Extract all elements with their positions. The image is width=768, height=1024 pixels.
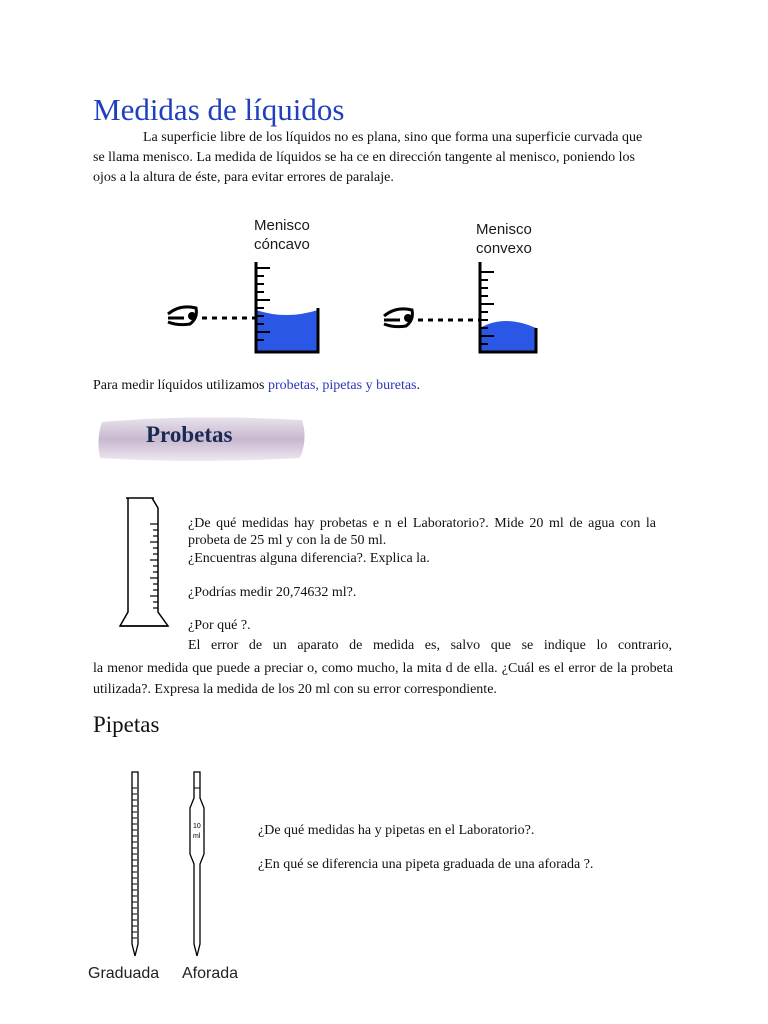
instruments-prefix: Para medir líquidos utilizamos [93, 378, 268, 393]
concave-cylinder [256, 262, 318, 352]
graduada-caption: Graduada [88, 965, 160, 982]
graduated-pipette [132, 772, 138, 956]
convex-cylinder [480, 262, 536, 352]
pipette-marking-10: 10 [193, 823, 201, 830]
page-title: Medidas de líquidos [93, 92, 345, 127]
probetas-q1: ¿De qué medidas hay probetas e n el Laboratorio?. Mide 20 ml de agua con la probeta de 25 ml y con la de 50 ml. [188, 516, 656, 548]
instruments-link[interactable]: probetas, pipetas y buretas [267, 378, 417, 393]
probetas-q3: ¿Podrías medir 20,74632 ml?. [188, 585, 357, 600]
concave-label-line2: cóncavo [254, 236, 310, 253]
convex-label-line2: convexo [476, 240, 532, 257]
probetas-error-first: El error de un aparato de medida es, salvo que se indique lo contrario, [188, 638, 672, 653]
meniscus-diagram [160, 210, 560, 360]
probetas-q4: ¿Por qué ?. [188, 618, 251, 633]
convex-label-line1: Menisco [476, 221, 532, 238]
volumetric-pipette [190, 772, 204, 956]
instruments-suffix: . [416, 378, 420, 393]
graduated-cylinder-icon [118, 494, 170, 632]
pipetas-q2: ¿En qué se diferencia una pipeta graduada de una aforada ?. [258, 857, 594, 872]
pipette-marking-ml: ml [193, 833, 201, 840]
probetas-q2: ¿Encuentras alguna diferencia?. Explica la. [188, 551, 430, 566]
eye-icon [384, 309, 412, 327]
probetas-error-rest: la menor medida que puede a preciar o, como mucho, la mita d de ella. ¿Cuál es el error de la probeta utilizada?. Expresa la medida de los 20 ml con su error correspondiente. [93, 661, 673, 697]
pipettes-icon [110, 768, 230, 962]
pipetas-q1: ¿De qué medidas ha y pipetas en el Laboratorio?. [258, 823, 535, 838]
aforada-caption: Aforada [182, 965, 239, 982]
eye-icon [168, 307, 196, 325]
instruments-line [93, 378, 420, 394]
intro-paragraph [93, 128, 653, 188]
pipetas-heading: Pipetas [93, 712, 160, 737]
probetas-banner [96, 414, 308, 464]
meniscus-svg [160, 210, 560, 360]
intro-text: La superficie libre de los líquidos no es plana, sino que forma una superficie curvada que se llama menisco. La medida de líquidos se ha ce en dirección tangente al menisco, poniendo los ojos a la altura de éste, para evitar errores de paralaje. [93, 130, 643, 185]
concave-label-line1: Menisco [254, 217, 310, 234]
probetas-title: Probetas [146, 422, 233, 447]
